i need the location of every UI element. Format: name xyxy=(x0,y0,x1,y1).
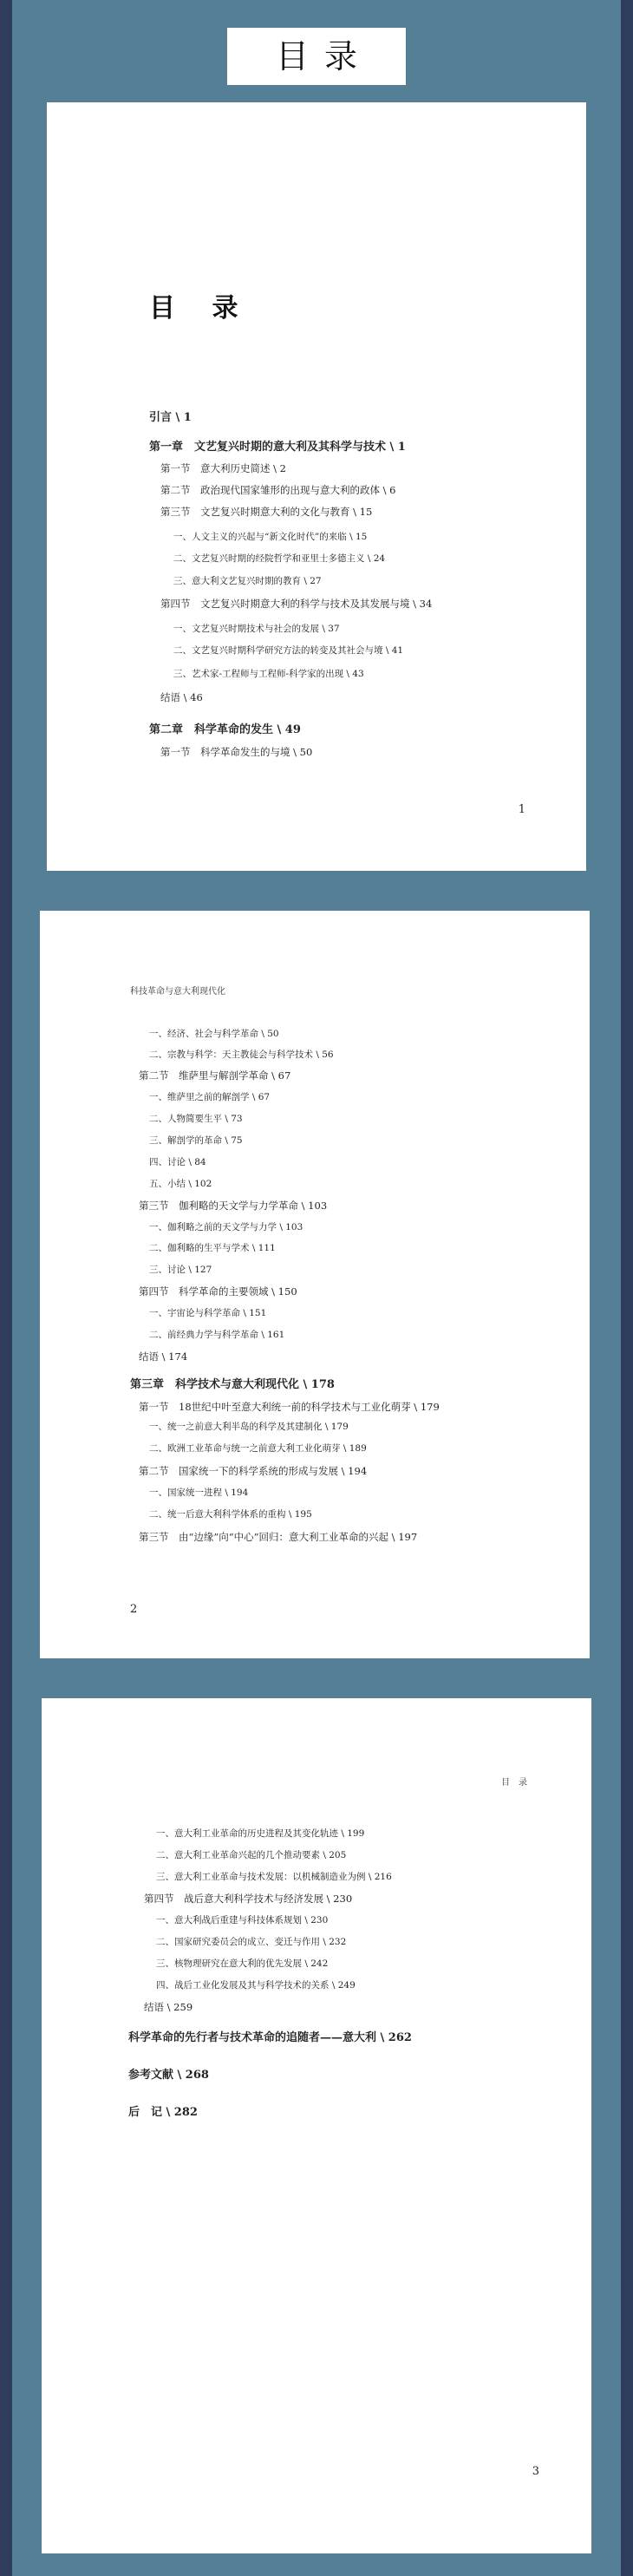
toc-entry-section[interactable]: 第三节 伽利略的天文学与力学革命 \ 103 xyxy=(139,1200,328,1212)
toc-entry-conclusion[interactable]: 结语 \ 174 xyxy=(139,1350,188,1363)
page-number: 2 xyxy=(130,1603,138,1616)
toc-entry-subsection[interactable]: 三、核物理研究在意大利的优先发展 \ 242 xyxy=(156,1958,329,1969)
toc-entry-subsection[interactable]: 二、欧洲工业革命与统一之前意大利工业化萌芽 \ 189 xyxy=(149,1443,367,1454)
toc-entry-subsection[interactable]: 一、维萨里之前的解剖学 \ 67 xyxy=(149,1092,271,1102)
page-number: 1 xyxy=(518,803,525,816)
toc-entry-conclusion[interactable]: 结语 \ 259 xyxy=(144,2001,193,2013)
toc-entry-section[interactable]: 第三节 文艺复兴时期意大利的文化与教育 \ 15 xyxy=(160,506,373,518)
toc-entry-subsection[interactable]: 五、小结 \ 102 xyxy=(149,1179,212,1189)
toc-entry-subsection[interactable]: 一、意大利工业革命的历史进程及其变化轨迹 \ 199 xyxy=(156,1828,365,1839)
toc-entry-subsection[interactable]: 四、讨论 \ 84 xyxy=(149,1157,206,1167)
toc-entry-section[interactable]: 第四节 战后意大利科学技术与经济发展 \ 230 xyxy=(144,1893,353,1905)
toc-title: 目 录 xyxy=(149,293,252,324)
toc-entry-section[interactable]: 第四节 文艺复兴时期意大利的科学与技术及其发展与境 \ 34 xyxy=(160,598,433,610)
toc-entry-section[interactable]: 第二节 国家统一下的科学系统的形成与发展 \ 194 xyxy=(139,1465,368,1477)
toc-entry-subsection[interactable]: 二、国家研究委员会的成立、变迁与作用 \ 232 xyxy=(156,1937,347,1947)
toc-entry-chapter[interactable]: 第一章 文艺复兴时期的意大利及其科学与技术 \ 1 xyxy=(149,441,406,454)
toc-entry-section[interactable]: 第三节 由“边缘”向“中心”回归：意大利工业革命的兴起 \ 197 xyxy=(139,1531,418,1543)
toc-entry-section[interactable]: 第二节 维萨里与解剖学革命 \ 67 xyxy=(139,1069,291,1082)
toc-entry-subsection[interactable]: 一、文艺复兴时期技术与社会的发展 \ 37 xyxy=(173,624,340,634)
running-head: 科技革命与意大利现代化 xyxy=(130,987,225,997)
toc-entry-section[interactable]: 第一节 意大利历史简述 \ 2 xyxy=(160,462,287,474)
toc-entry-chapter[interactable]: 第三章 科学技术与意大利现代化 \ 178 xyxy=(130,1378,335,1391)
toc-entry-subsection[interactable]: 三、讨论 \ 127 xyxy=(149,1265,212,1275)
toc-entry-subsection[interactable]: 二、统一后意大利科学体系的重构 \ 195 xyxy=(149,1509,312,1520)
toc-entry-backmatter[interactable]: 科学革命的先行者与技术革命的追随者——意大利 \ 262 xyxy=(128,2031,412,2044)
running-head: 目 录 xyxy=(501,1778,527,1788)
toc-entry-chapter[interactable]: 第二章 科学革命的发生 \ 49 xyxy=(149,723,301,736)
toc-page-2 xyxy=(40,911,590,1658)
toc-entry-conclusion[interactable]: 结语 \ 46 xyxy=(160,691,203,703)
toc-entry-subsection[interactable]: 二、意大利工业革命兴起的几个推动要素 \ 205 xyxy=(156,1850,347,1860)
toc-entry-subsection[interactable]: 一、宇宙论与科学革命 \ 151 xyxy=(149,1308,267,1318)
left-border xyxy=(0,0,12,2576)
toc-entry-subsection[interactable]: 一、经济、社会与科学革命 \ 50 xyxy=(149,1029,279,1039)
toc-entry-intro[interactable]: 引言 \ 1 xyxy=(149,411,192,424)
toc-entry-subsection[interactable]: 三、意大利工业革命与技术发展：以机械制造业为例 \ 216 xyxy=(156,1872,392,1882)
toc-entry-subsection[interactable]: 一、国家统一进程 \ 194 xyxy=(149,1487,249,1498)
banner-title: 目录 xyxy=(227,28,406,85)
toc-entry-subsection[interactable]: 四、战后工业化发展及其与科学技术的关系 \ 249 xyxy=(156,1980,356,1991)
page-number: 3 xyxy=(532,2465,539,2478)
toc-entry-section[interactable]: 第四节 科学革命的主要领域 \ 150 xyxy=(139,1285,297,1298)
toc-entry-subsection[interactable]: 二、宗教与科学：天主教徒会与科学技术 \ 56 xyxy=(149,1049,334,1060)
toc-entry-subsection[interactable]: 二、伽利略的生平与学术 \ 111 xyxy=(149,1243,276,1253)
toc-entry-backmatter[interactable]: 后 记 \ 282 xyxy=(128,2106,198,2119)
toc-entry-subsection[interactable]: 三、意大利文艺复兴时期的教育 \ 27 xyxy=(173,576,322,586)
toc-entry-subsection[interactable]: 一、统一之前意大利半岛的科学及其建制化 \ 179 xyxy=(149,1422,349,1432)
toc-entry-subsection[interactable]: 三、艺术家-工程师与工程师-科学家的出现 \ 43 xyxy=(173,669,364,679)
toc-page-1 xyxy=(47,102,586,871)
toc-entry-subsection[interactable]: 二、文艺复兴时期科学研究方法的转变及其社会与境 \ 41 xyxy=(173,645,404,656)
toc-entry-subsection[interactable]: 一、意大利战后重建与科技体系规划 \ 230 xyxy=(156,1915,329,1925)
toc-page-3 xyxy=(42,1698,591,2553)
toc-entry-subsection[interactable]: 一、伽利略之前的天文学与力学 \ 103 xyxy=(149,1222,303,1232)
toc-entry-subsection[interactable]: 二、前经典力学与科学革命 \ 161 xyxy=(149,1330,285,1340)
toc-entry-subsection[interactable]: 一、人文主义的兴起与“新文化时代”的来临 \ 15 xyxy=(173,532,368,542)
toc-entry-subsection[interactable]: 三、解剖学的革命 \ 75 xyxy=(149,1135,243,1146)
toc-entry-section[interactable]: 第二节 政治现代国家雏形的出现与意大利的政体 \ 6 xyxy=(160,484,396,496)
toc-entry-section[interactable]: 第一节 18世纪中叶至意大利统一前的科学技术与工业化萌芽 \ 179 xyxy=(139,1401,440,1413)
toc-entry-backmatter[interactable]: 参考文献 \ 268 xyxy=(128,2069,209,2082)
right-border xyxy=(621,0,633,2576)
toc-entry-section[interactable]: 第一节 科学革命发生的与境 \ 50 xyxy=(160,746,313,758)
toc-entry-subsection[interactable]: 二、文艺复兴时期的经院哲学和亚里士多德主义 \ 24 xyxy=(173,553,386,564)
toc-entry-subsection[interactable]: 二、人物简要生平 \ 73 xyxy=(149,1114,243,1124)
